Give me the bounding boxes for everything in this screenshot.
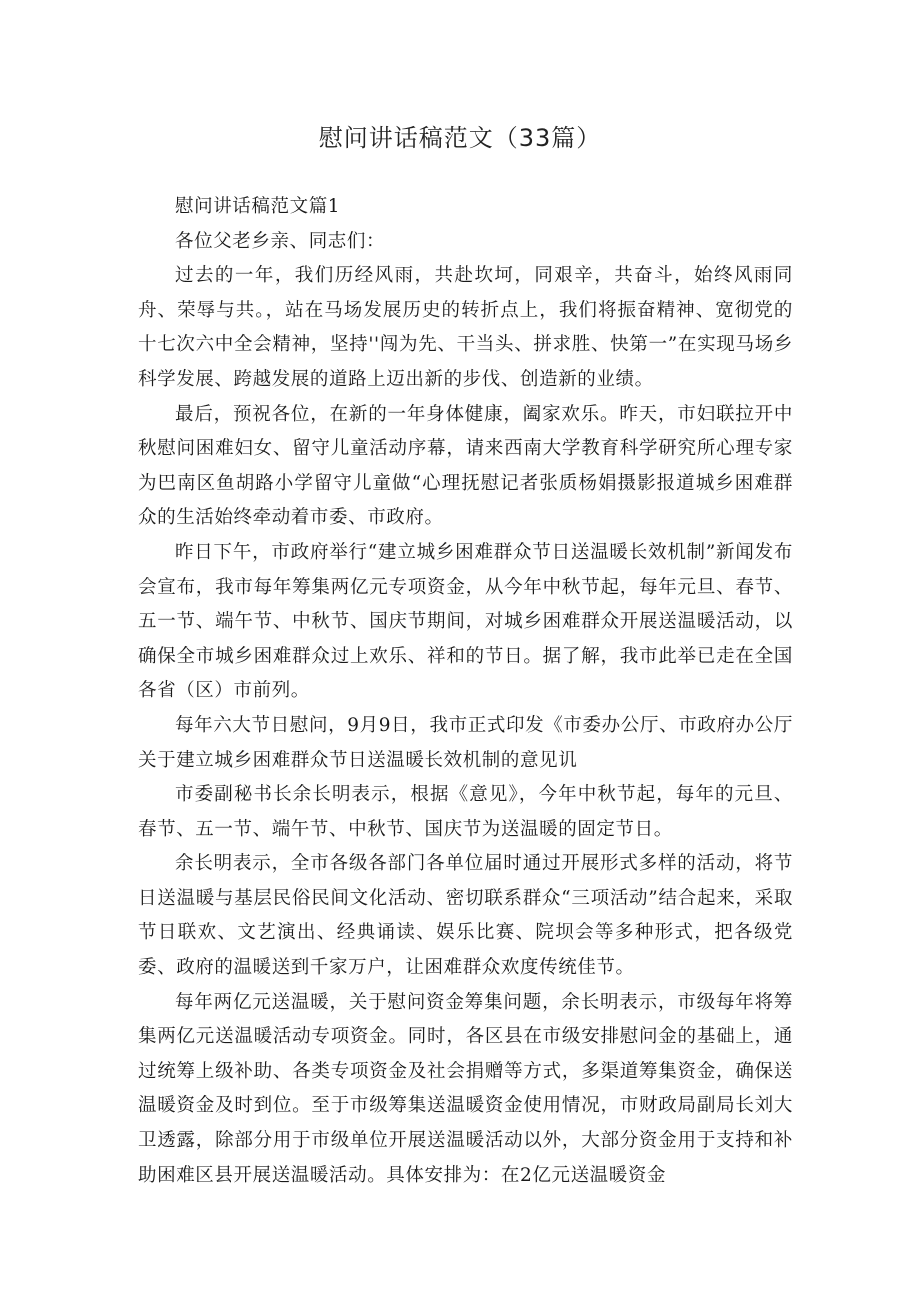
paragraph: 昨日下午，市政府举行“建立城乡困难群众节日送温暖长效机制”新闻发布会宣布，我市每年筹集两亿元专项资金，从今年中秋节起，每年元旦、春节、五一节、端午节、中秋节、国庆节期间，对城乡困难群众开展送温暖活动，以确保全市城乡困难群众过上欢乐、祥和的节日。据了解，我市此举已走在全国各省（区）市前列。 [138, 541, 793, 702]
paragraph: 每年两亿元送温暖，关于慰问资金筹集问题，余长明表示，市级每年将筹集两亿元送温暖活动专项资金。同时，各区县在市级安排慰问金的基础上，通过统筹上级补助、各类专项资金及社会捐赠等方式，多渠道筹集资金，确保送温暖资金及时到位。至于市级筹集送温暖资金使用情况，市财政局副局长刘大卫透露，除部分用于市级单位开展送温暖活动以外，大部分资金用于支持和补助困难区县开展送温暖活动。具体安排为：在2亿元送温暖资金 [138, 991, 793, 1186]
section-heading: 慰问讲话稿范文篇1 [175, 196, 341, 217]
document-title: 慰问讲话稿范文（33篇） [318, 124, 602, 152]
document-body [138, 190, 793, 1193]
paragraph: 最后，预祝各位，在新的一年身体健康，阖家欢乐。昨天，市妇联拉开中秋慰问困难妇女、留守儿童活动序幕，请来西南大学教育科学研究所心理专家为巴南区鱼胡路小学留守儿童做“心理抚慰记者张质杨娟摄影报道城乡困难群众的生活始终牵动着市委、市政府。 [138, 403, 793, 529]
paragraph: 余长明表示，全市各级各部门各单位届时通过开展形式多样的活动，将节日送温暖与基层民俗民间文化活动、密切联系群众“三项活动”结合起来，采取节日联欢、文艺演出、经典诵读、娱乐比赛、院坝会等多种形式，把各级党委、政府的温暖送到千家万户，让困难群众欢度传统佳节。 [138, 853, 793, 979]
paragraph: 每年六大节日慰问，9月9日，我市正式印发《市委办公厅、市政府办公厅关于建立城乡困难群众节日送温暖长效机制的意见讥 [138, 714, 793, 771]
salutation: 各位父老乡亲、同志们： [175, 230, 386, 252]
paragraph: 过去的一年，我们历经风雨，共赴坎坷，同艰辛，共奋斗，始终风雨同舟、荣辱与共。，站在马场发展历史的转折点上，我们将振奋精神、宽彻党的十七次六中全会精神，坚持''闯为先、干当头、拼求胜、快第一”在实现马场乡科学发展、跨越发展的道路上迈出新的步伐、创造新的业绩。 [138, 265, 793, 390]
paragraph: 市委副秘书长余长明表示，根据《意见》，今年中秋节起，每年的元旦、春节、五一节、端午节、中秋节、国庆节为送温暖的固定节日。 [138, 784, 793, 840]
